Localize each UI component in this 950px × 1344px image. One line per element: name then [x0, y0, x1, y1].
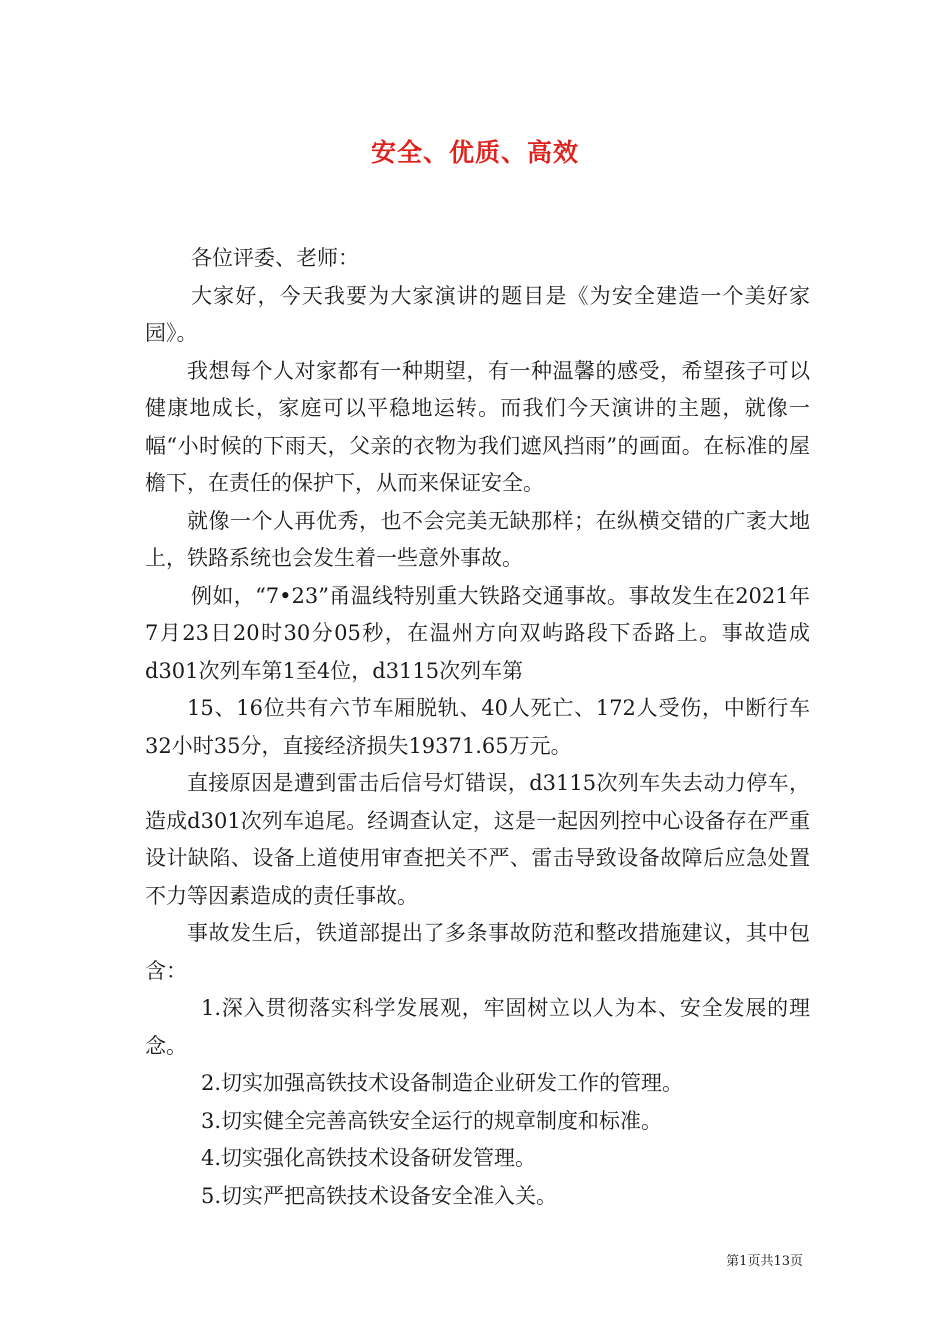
salutation: 各位评委、老师： — [191, 246, 359, 270]
list-item: 2.切实加强高铁技术设备制造企业研发工作的管理。 — [201, 1071, 684, 1095]
document-body — [145, 240, 810, 1215]
paragraph: 就像一个人再优秀，也不会完美无缺那样；在纵横交错的广袤大地上，铁路系统也会发生着一些意外事故。 — [145, 508, 810, 570]
document-title: 安全、优质、高效 — [370, 138, 579, 167]
list-item: 3.切实健全完善高铁安全运行的规章制度和标准。 — [201, 1108, 663, 1133]
paragraph: 我想每个人对家都有一种期望，有一种温馨的感受，希望孩子可以健康地成长，家庭可以平稳地运转。而我们今天演讲的主题，就像一幅“小时候的下雨天，父亲的衣物为我们遮风挡雨”的画面。在标准的屋檐下，在责任的保护下，从而来保证安全。 — [145, 358, 810, 495]
paragraph: 直接原因是遭到雷击后信号灯错误，d3115次列车失去动力停车，造成d301次列车追尾。经调查认定，这是一起因列控中心设备存在严重设计缺陷、设备上道使用审查把关不严、雷击导致设备故障后应急处置不力等因素造成的责任事故。 — [145, 771, 810, 908]
list-item: 5.切实严把高铁技术设备安全准入关。 — [201, 1183, 558, 1208]
list-item: 4.切实强化高铁技术设备研发管理。 — [201, 1146, 537, 1170]
list-item: 1.深入贯彻落实科学发展观，牢固树立以人为本、安全发展的理念。 — [145, 996, 810, 1058]
page-number: 第1页共13页 — [726, 1254, 803, 1269]
paragraph: 15、16位共有六节车厢脱轨、40人死亡、172人受伤，中断行车32小时35分，直接经济损失19371.65万元。 — [145, 696, 810, 758]
paragraph: 例如，“7•23”甬温线特别重大铁路交通事故。事故发生在2021年7月23日20时30分05秒，在温州方向双屿路段下岙路上。事故造成d301次列车第1至4位，d3115次列车第 — [145, 583, 810, 683]
paragraph: 事故发生后，铁道部提出了多条事故防范和整改措施建议，其中包含： — [145, 921, 810, 983]
paragraph: 大家好，今天我要为大家演讲的题目是《为安全建造一个美好家园》。 — [145, 283, 810, 345]
